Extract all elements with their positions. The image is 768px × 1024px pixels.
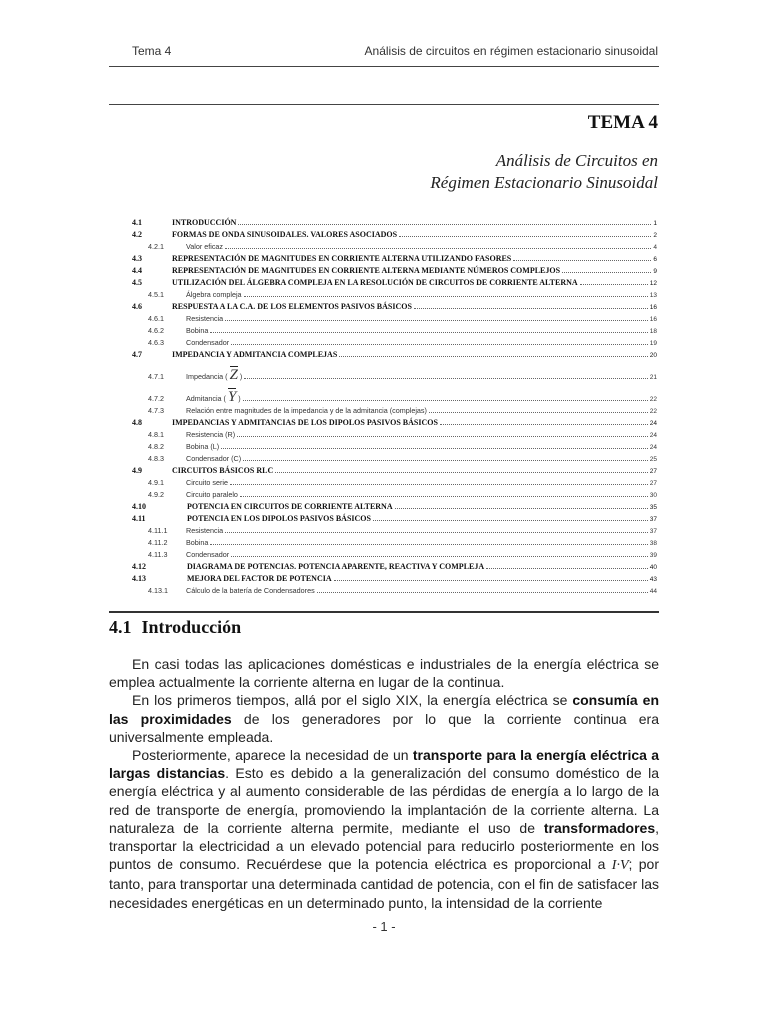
toc-leader-dots <box>399 235 651 237</box>
toc-entry-label-text: IMPEDANCIA Y ADMITANCIA COMPLEJAS <box>172 350 338 359</box>
toc-leader-dots <box>210 543 647 545</box>
toc-entry-page: 43 <box>649 576 657 583</box>
toc-entry-number: 4.6.3 <box>148 338 164 347</box>
toc-leader-dots <box>225 531 648 533</box>
toc-entry[interactable] <box>132 347 657 359</box>
toc-entry[interactable] <box>132 275 657 287</box>
toc-entry-label <box>187 514 371 523</box>
toc-entry-label <box>186 314 223 323</box>
toc-leader-dots <box>395 507 648 509</box>
toc-entry[interactable] <box>132 239 657 251</box>
toc-entry-label <box>186 538 208 547</box>
section-rule <box>109 611 659 613</box>
toc-entry-label-text: FORMAS DE ONDA SINUSOIDALES. VALORES ASOCIADOS <box>172 230 398 239</box>
toc-leader-dots <box>237 435 648 437</box>
toc-entry-number: 4.10 <box>132 502 146 511</box>
toc-entry-page: 24 <box>649 420 657 427</box>
toc-entry-label <box>186 478 228 487</box>
toc-entry-label-text: Bobina <box>186 326 209 335</box>
toc-entry[interactable] <box>132 559 657 571</box>
toc-entry-label-text: Circuito paralelo <box>186 490 238 499</box>
toc-entry[interactable] <box>132 475 657 487</box>
toc-entry-label-text: Bobina (L) <box>186 442 220 451</box>
toc-entry[interactable] <box>132 499 657 511</box>
toc-entry-page: 1 <box>653 220 657 227</box>
toc-entry-page: 9 <box>653 268 657 275</box>
toc-entry-label-text: REPRESENTACIÓN DE MAGNITUDES EN CORRIENTE ALTERNA UTILIZANDO FASORES <box>172 254 512 263</box>
toc-leader-dots <box>210 331 647 333</box>
toc-entry-label-text: MEJORA DEL FACTOR DE POTENCIA <box>187 574 332 583</box>
bold-text: transporte para la energía eléctrica a largas distancias <box>109 747 659 782</box>
paragraph-2 <box>109 691 659 746</box>
toc-entry-label <box>187 562 484 571</box>
subtitle-line-1: Análisis de Circuitos en <box>495 151 658 170</box>
text-run: En los primeros tiempos, allá por el siglo XIX, la energía eléctrica se <box>132 692 573 709</box>
toc-entry-page: 16 <box>649 304 657 311</box>
toc-entry[interactable] <box>132 215 657 227</box>
toc-entry-page: 6 <box>653 256 657 263</box>
toc-entry-label-text: DIAGRAMA DE POTENCIAS. POTENCIA APARENTE, REACTIVA Y COMPLEJA <box>187 562 485 571</box>
toc-entry-page: 22 <box>649 408 657 415</box>
toc-entry[interactable] <box>132 403 657 415</box>
text-run: , transportar la electricidad a un elevado potencial para reducirlo posteriormente en los puntos de consumo. Recuérdese que la potencia eléctrica es proporcional a <box>109 819 659 873</box>
toc-entry-number: 4.11 <box>132 514 146 523</box>
toc-entry-number: 4.7.1 <box>148 372 164 381</box>
toc-entry-page: 2 <box>653 232 657 239</box>
toc-entry-label <box>172 230 397 239</box>
toc-entry[interactable] <box>132 523 657 535</box>
toc-entry[interactable] <box>132 415 657 427</box>
toc-leader-dots <box>562 271 651 273</box>
text-run: de los generadores por lo que la corriente continua era universalmente empleada. <box>109 710 659 745</box>
text-run: ; por tanto, para transportar una determinada cantidad de potencia, con el fin de satisfacer las necesidades energéticas en un determinado punto, la intensidad de la corriente <box>109 856 660 911</box>
toc-entry-label-text: Condensador <box>186 550 230 559</box>
bold-text: transformadores <box>543 819 656 836</box>
toc-entry-number: 4.9 <box>132 466 142 475</box>
toc-leader-dots <box>240 495 648 497</box>
toc-entry-page: 24 <box>649 432 657 439</box>
toc-entry-label <box>186 550 229 559</box>
toc-entry-label <box>186 586 315 595</box>
toc-entry-label <box>186 369 242 381</box>
toc-entry-page: 4 <box>653 244 657 251</box>
text-run: Posteriormente, aparece la necesidad de un <box>132 747 413 764</box>
toc-entry-page: 37 <box>649 516 657 523</box>
toc-entry-label-text: Resistencia <box>186 526 224 535</box>
body-text <box>109 655 659 912</box>
toc-entry-label <box>186 290 242 299</box>
toc-entry-number: 4.7 <box>132 350 142 359</box>
toc-entry[interactable] <box>132 323 657 335</box>
toc-entry-label-text: Impedancia ( <box>186 372 228 381</box>
header-right: Análisis de circuitos en régimen estacionario sinusoidal <box>364 44 658 58</box>
toc-leader-dots <box>225 319 648 321</box>
toc-entry[interactable] <box>132 583 657 595</box>
toc-entry-label <box>186 338 229 347</box>
toc-entry-page: 25 <box>649 456 657 463</box>
toc-entry-label <box>172 350 337 359</box>
toc-leader-dots <box>225 247 651 249</box>
toc-entry-number: 4.11.2 <box>148 538 168 547</box>
toc-entry[interactable] <box>132 359 657 381</box>
subtitle-line-2: Régimen Estacionario Sinusoidal <box>430 173 658 192</box>
toc-entry-label <box>172 418 438 427</box>
toc-leader-dots <box>414 307 648 309</box>
toc-leader-dots <box>339 355 648 357</box>
toc-entry-number: 4.8.2 <box>148 442 164 451</box>
toc-entry-page: 39 <box>649 552 657 559</box>
toc-entry[interactable] <box>132 547 657 559</box>
toc-leader-dots <box>243 459 648 461</box>
toc-leader-dots <box>373 519 648 521</box>
toc-entry-label <box>187 502 393 511</box>
toc-entry-number: 4.11.3 <box>148 550 168 559</box>
toc-entry-number: 4.7.3 <box>148 406 164 415</box>
toc-entry-label <box>186 454 241 463</box>
toc-entry[interactable] <box>132 299 657 311</box>
toc-entry[interactable] <box>132 381 657 403</box>
toc-entry-label <box>172 254 511 263</box>
toc-entry-number: 4.8.3 <box>148 454 164 463</box>
table-of-contents <box>132 215 657 595</box>
toc-entry[interactable] <box>132 263 657 275</box>
toc-entry-label-text: Condensador <box>186 338 230 347</box>
toc-entry[interactable] <box>132 427 657 439</box>
toc-entry-label <box>186 442 219 451</box>
toc-leader-dots <box>244 295 648 297</box>
toc-entry[interactable] <box>132 439 657 451</box>
toc-leader-dots <box>221 447 648 449</box>
toc-entry-page: 21 <box>649 374 657 381</box>
toc-entry[interactable] <box>132 335 657 347</box>
toc-entry-number: 4.2 <box>132 230 142 239</box>
toc-entry-label <box>186 242 223 251</box>
paragraph-3 <box>109 746 659 912</box>
toc-entry-label <box>186 406 427 415</box>
toc-entry-label-suffix: ) <box>239 372 243 381</box>
toc-entry-label-text: REPRESENTACIÓN DE MAGNITUDES EN CORRIENTE ALTERNA MEDIANTE NÚMEROS COMPLEJOS <box>172 266 561 275</box>
toc-entry[interactable] <box>132 251 657 263</box>
toc-entry-number: 4.13.1 <box>148 586 168 595</box>
toc-entry-label-text: Bobina <box>186 538 209 547</box>
toc-entry-label-text: Admitancia ( <box>186 394 226 403</box>
section-heading <box>109 617 241 638</box>
toc-entry[interactable] <box>132 463 657 475</box>
toc-leader-dots <box>231 343 648 345</box>
toc-entry[interactable] <box>132 227 657 239</box>
toc-entry[interactable] <box>132 535 657 547</box>
toc-entry-label-text: CIRCUITOS BÁSICOS RLC <box>172 466 274 475</box>
toc-entry-number: 4.6.1 <box>148 314 164 323</box>
toc-entry-number: 4.3 <box>132 254 142 263</box>
toc-entry-label <box>172 266 560 275</box>
toc-leader-dots <box>238 223 651 225</box>
toc-entry-label-text: Resistencia (R) <box>186 430 236 439</box>
toc-entry-number: 4.9.2 <box>148 490 164 499</box>
toc-entry-page: 12 <box>649 280 657 287</box>
bold-text: consumía en las proximidades <box>109 692 659 727</box>
toc-entry-page: 22 <box>649 396 657 403</box>
toc-entry-label <box>186 326 208 335</box>
toc-entry-number: 4.6 <box>132 302 142 311</box>
toc-entry-page: 44 <box>649 588 657 595</box>
math-expression: I·V <box>611 858 629 874</box>
toc-entry-page: 16 <box>649 316 657 323</box>
toc-entry-label-text: Cálculo de la batería de Condensadores <box>186 586 315 595</box>
toc-entry-label <box>186 391 241 403</box>
toc-entry-label-text: Resistencia <box>186 314 224 323</box>
toc-entry-number: 4.4 <box>132 266 142 275</box>
toc-leader-dots <box>440 423 648 425</box>
toc-leader-dots <box>231 555 648 557</box>
toc-entry[interactable] <box>132 451 657 463</box>
math-symbol: Y <box>227 389 237 405</box>
toc-entry-page: 35 <box>649 504 657 511</box>
toc-entry-page: 13 <box>649 292 657 299</box>
toc-entry-page: 38 <box>649 540 657 547</box>
section-number: 4.1 <box>109 617 132 637</box>
toc-entry-page: 27 <box>649 468 657 475</box>
toc-entry-label-text: Condensador (C) <box>186 454 242 463</box>
toc-entry[interactable] <box>132 311 657 323</box>
toc-entry[interactable] <box>132 287 657 299</box>
text-run: . Esto es debido a la generalización del consumo doméstico de la energía eléctrica y al aumento considerable de las pérdidas de energía a lo largo de la red de transporte de energía, promoviendo la implantación de la corriente alterna. La naturaleza de la corriente alterna permite, mediante el uso de <box>109 765 659 836</box>
toc-leader-dots <box>244 377 647 379</box>
toc-entry-number: 4.1 <box>132 218 142 227</box>
toc-leader-dots <box>334 579 648 581</box>
toc-entry-label-text: Valor eficaz <box>186 242 224 251</box>
toc-entry-page: 18 <box>649 328 657 335</box>
toc-entry-label-text: POTENCIA EN LOS DIPOLOS PASIVOS BÁSICOS <box>187 514 371 523</box>
toc-entry-number: 4.5 <box>132 278 142 287</box>
toc-entry-label <box>186 490 238 499</box>
toc-leader-dots <box>513 259 651 261</box>
toc-entry-label-text: RESPUESTA A LA C.A. DE LOS ELEMENTOS PASIVOS BÁSICOS <box>172 302 412 311</box>
toc-entry-label <box>186 430 235 439</box>
toc-entry-number: 4.13 <box>132 574 146 583</box>
toc-entry-label-text: INTRODUCCIÓN <box>172 218 237 227</box>
toc-entry-number: 4.5.1 <box>148 290 164 299</box>
toc-leader-dots <box>317 591 648 593</box>
toc-entry-number: 4.2.1 <box>148 242 164 251</box>
toc-entry-page: 37 <box>649 528 657 535</box>
toc-entry-number: 4.6.2 <box>148 326 164 335</box>
toc-entry-number: 4.7.2 <box>148 394 164 403</box>
toc-leader-dots <box>243 399 648 401</box>
toc-entry-label-text: POTENCIA EN CIRCUITOS DE CORRIENTE ALTERNA <box>187 502 393 511</box>
toc-entry-label-text: Relación entre magnitudes de la impedancia y de la admitancia (complejas) <box>186 406 427 415</box>
toc-entry-label <box>172 466 273 475</box>
toc-entry-label-text: Álgebra compleja <box>186 290 242 299</box>
toc-entry-page: 20 <box>649 352 657 359</box>
toc-entry-number: 4.11.1 <box>148 526 168 535</box>
toc-entry-label <box>186 526 223 535</box>
toc-entry-page: 27 <box>649 480 657 487</box>
page-title: TEMA 4 <box>587 112 658 133</box>
math-symbol: Z <box>229 367 238 383</box>
paragraph-1: En casi todas las aplicaciones domésticas e industriales de la energía eléctrica se emplea actualmente la corriente alterna en lugar de la continua. <box>109 656 659 691</box>
toc-leader-dots <box>429 411 648 413</box>
toc-entry-page: 19 <box>649 340 657 347</box>
toc-entry-page: 40 <box>649 564 657 571</box>
toc-leader-dots <box>230 483 648 485</box>
toc-entry-label <box>172 302 412 311</box>
toc-entry-label-text: Circuito serie <box>186 478 228 487</box>
toc-entry-number: 4.9.1 <box>148 478 164 487</box>
toc-entry-number: 4.8.1 <box>148 430 164 439</box>
toc-entry-label-text: UTILIZACIÓN DEL ÁLGEBRA COMPLEJA EN LA RESOLUCIÓN DE CIRCUITOS DE CORRIENTE ALTERNA <box>172 278 578 287</box>
toc-entry-number: 4.8 <box>132 418 142 427</box>
toc-entry-number: 4.12 <box>132 562 146 571</box>
toc-entry[interactable] <box>132 511 657 523</box>
toc-leader-dots <box>580 283 648 285</box>
toc-leader-dots <box>275 471 648 473</box>
toc-leader-dots <box>486 567 648 569</box>
toc-entry[interactable] <box>132 487 657 499</box>
toc-entry-label <box>187 574 332 583</box>
title-rule <box>109 104 659 105</box>
toc-entry-label <box>172 218 236 227</box>
toc-entry-label-text: IMPEDANCIAS Y ADMITANCIAS DE LOS DIPOLOS PASIVOS BÁSICOS <box>172 418 438 427</box>
header-left: Tema 4 <box>132 44 172 58</box>
toc-entry-label <box>172 278 578 287</box>
toc-entry-page: 24 <box>649 444 657 451</box>
section-title: Introducción <box>141 617 242 637</box>
toc-entry-label-suffix: ) <box>238 394 241 403</box>
toc-entry[interactable] <box>132 571 657 583</box>
toc-entry-page: 30 <box>649 492 657 499</box>
page-number: - 1 - <box>372 919 396 934</box>
header-rule <box>109 66 659 67</box>
